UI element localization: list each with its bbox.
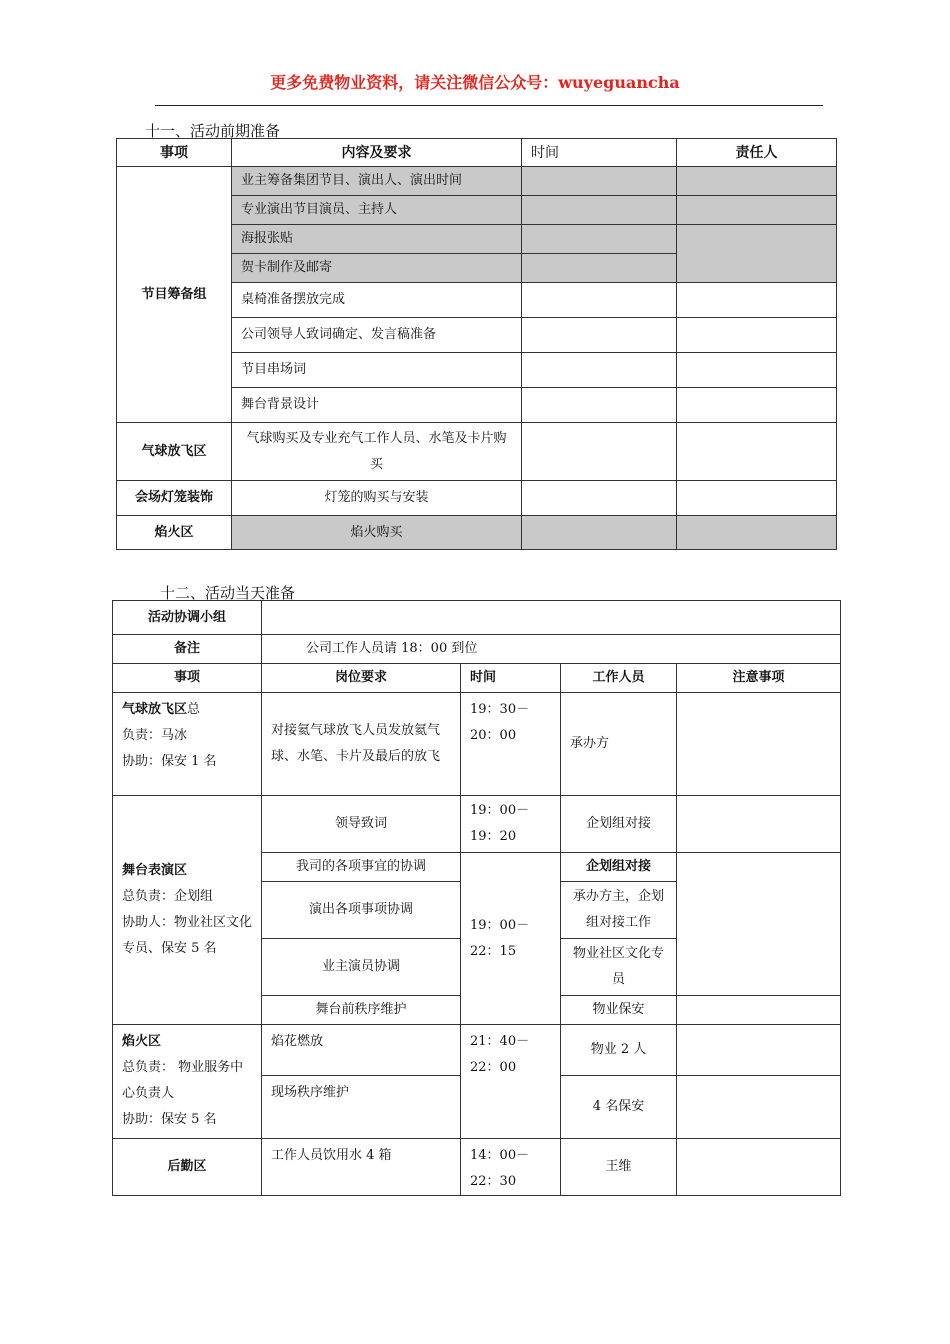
- balloon-assist: 协助：保安 1 名: [122, 754, 217, 769]
- owner-cell: [677, 388, 837, 423]
- owner-cell: [677, 167, 837, 196]
- stage-staff: 承办方主，企划组对接工作: [561, 882, 677, 939]
- balloon-staff: 承办方: [561, 693, 677, 796]
- time-cell: [522, 254, 677, 283]
- notes-cell: [677, 996, 841, 1025]
- stage-post: 舞台前秩序维护: [262, 996, 461, 1025]
- group-lantern: 会场灯笼装饰: [117, 481, 232, 516]
- col-header-time: 时间: [522, 139, 677, 167]
- stage-staff: 企划组对接: [561, 853, 677, 882]
- stage-post: 领导致词: [262, 796, 461, 853]
- table-cell: 公司领导人致词确定、发言稿准备: [232, 318, 522, 353]
- fireworks-area-cell: [113, 1025, 262, 1139]
- stage-time-1: 19：00－19：20: [461, 796, 561, 853]
- time-cell: [522, 225, 677, 254]
- table-cell: 专业演出节目演员、主持人: [232, 196, 522, 225]
- fireworks-staff: 物业 2 人: [561, 1025, 677, 1076]
- group-balloon: 气球放飞区: [117, 423, 232, 481]
- owner-cell: [677, 423, 837, 481]
- table-cell: 舞台背景设计: [232, 388, 522, 423]
- stage-lead: 总负责：企划组: [122, 889, 214, 904]
- header-rule: [155, 105, 823, 106]
- table-cell: 节目串场词: [232, 353, 522, 388]
- notes-cell: [677, 853, 841, 996]
- time-cell: [522, 388, 677, 423]
- logistics-time: 14：00－22：30: [461, 1139, 561, 1196]
- stage-post: 演出各项事项协调: [262, 882, 461, 939]
- owner-cell: [677, 318, 837, 353]
- time-cell: [522, 423, 677, 481]
- stage-staff: 物业保安: [561, 996, 677, 1025]
- col-header-post: 岗位要求: [262, 664, 461, 693]
- col-header-notes: 注意事项: [677, 664, 841, 693]
- owner-cell: [677, 481, 837, 516]
- balloon-area-suffix: 总: [187, 702, 201, 717]
- time-cell: [522, 516, 677, 550]
- section-12-title: 十二、活动当天准备: [160, 584, 296, 602]
- table-cell: 焰火购买: [232, 516, 522, 550]
- note-value: 公司工作人员请 18：00 到位: [262, 635, 841, 664]
- stage-area-cell: [113, 796, 262, 1025]
- balloon-area-cell: [113, 693, 262, 796]
- time-cell: [522, 353, 677, 388]
- time-cell: [522, 318, 677, 353]
- notes-cell: [677, 1139, 841, 1196]
- banner-text: 更多免费物业资料，请关注微信公众号：wuyeguancha: [270, 73, 680, 92]
- notes-cell: [677, 1076, 841, 1139]
- fireworks-area-name: 焰火区: [122, 1034, 162, 1049]
- stage-area-name: 舞台表演区: [122, 863, 188, 878]
- stage-staff: 物业社区文化专员: [561, 939, 677, 996]
- table-cell: 气球购买及专业充气工作人员、水笔及卡片购买: [232, 423, 522, 481]
- table-cell: 桌椅准备摆放完成: [232, 283, 522, 318]
- time-cell: [522, 167, 677, 196]
- col-header-owner: 责任人: [677, 139, 837, 167]
- time-cell: [522, 283, 677, 318]
- fireworks-lead: 总负责： 物业服务中心负责人: [122, 1060, 244, 1101]
- fireworks-staff: 4 名保安: [561, 1076, 677, 1139]
- owner-cell: [677, 225, 837, 283]
- notes-cell: [677, 693, 841, 796]
- stage-post: 业主演员协调: [262, 939, 461, 996]
- table-cell: 贺卡制作及邮寄: [232, 254, 522, 283]
- pre-event-table: [116, 138, 837, 550]
- balloon-area-name: 气球放飞区: [122, 702, 188, 717]
- fireworks-assist: 协助：保安 5 名: [122, 1112, 217, 1127]
- stage-assist: 协助人：物业社区文化专员、保安 5 名: [122, 915, 253, 956]
- balloon-post: 对接氦气球放飞人员发放氦气球、水笔、卡片及最后的放飞: [262, 693, 461, 796]
- owner-cell: [677, 283, 837, 318]
- owner-cell: [677, 196, 837, 225]
- fireworks-post: 焰花燃放: [262, 1025, 461, 1076]
- stage-staff: 企划组对接: [561, 796, 677, 853]
- col-header-time: 时间: [461, 664, 561, 693]
- coord-group-label: 活动协调小组: [113, 601, 262, 635]
- fireworks-post: 现场秩序维护: [262, 1076, 461, 1139]
- table-cell: 灯笼的购买与安装: [232, 481, 522, 516]
- time-cell: [522, 481, 677, 516]
- table-cell: 海报张贴: [232, 225, 522, 254]
- section-11-title: 十一、活动前期准备: [145, 122, 281, 140]
- event-day-table: [112, 600, 841, 1196]
- note-label: 备注: [113, 635, 262, 664]
- time-cell: [522, 196, 677, 225]
- stage-time-2: 19：00－22：15: [461, 853, 561, 1025]
- notes-cell: [677, 796, 841, 853]
- logistics-area-name: 后勤区: [113, 1139, 262, 1196]
- group-fireworks: 焰火区: [117, 516, 232, 550]
- logistics-staff: 王维: [561, 1139, 677, 1196]
- balloon-lead: 负责：马冰: [122, 728, 188, 743]
- stage-post: 我司的各项事宜的协调: [262, 853, 461, 882]
- col-header-staff: 工作人员: [561, 664, 677, 693]
- col-header-item: 事项: [117, 139, 232, 167]
- owner-cell: [677, 353, 837, 388]
- table-cell: 业主筹备集团节目、演出人、演出时间: [232, 167, 522, 196]
- col-header-item: 事项: [113, 664, 262, 693]
- col-header-content: 内容及要求: [232, 139, 522, 167]
- notes-cell: [677, 1025, 841, 1076]
- logistics-post: 工作人员饮用水 4 箱: [262, 1139, 461, 1196]
- balloon-time: 19：30－20：00: [461, 693, 561, 796]
- group-program: 节目筹备组: [117, 167, 232, 423]
- coord-group-value: [262, 601, 841, 635]
- fireworks-time: 21：40－22：00: [461, 1025, 561, 1139]
- owner-cell: [677, 516, 837, 550]
